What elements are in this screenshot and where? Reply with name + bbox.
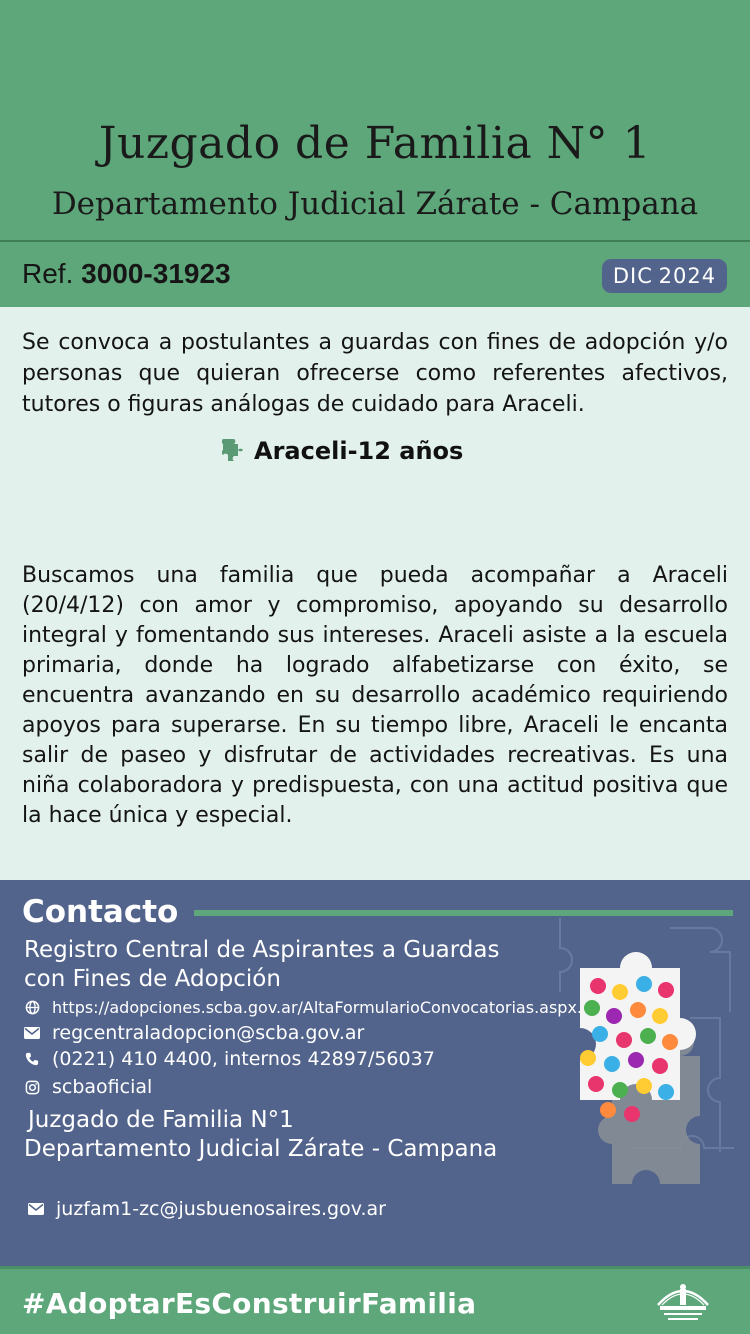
- envelope-icon: [24, 1025, 40, 1041]
- date-badge: [602, 259, 727, 293]
- court-subtitle: Departamento Judicial Zárate - Campana: [51, 186, 699, 222]
- child-name-line: [222, 437, 463, 465]
- globe-icon: [24, 1000, 40, 1016]
- court-email-link[interactable]: juzfam1-zc@jusbuenosaires.gov.ar: [56, 1198, 386, 1220]
- contact-divider: [194, 910, 733, 916]
- date-year: 2024: [658, 264, 717, 288]
- court-contact-line-1: Juzgado de Familia N°1: [28, 1107, 294, 1133]
- registry-line-2: con Fines de Adopción: [24, 966, 281, 992]
- footer: [0, 1266, 750, 1334]
- instagram-icon: [24, 1079, 40, 1095]
- puzzle-piece-icon: [222, 437, 244, 465]
- contact-title: Contacto: [22, 894, 179, 930]
- instagram-handle[interactable]: scbaoficial: [52, 1076, 153, 1098]
- header: [0, 0, 750, 240]
- description-paragraph: Buscamos una familia que pueda acompañar a Araceli (20/4/12) con amor y compromiso, apoyando su desarrollo integral y fomentando sus intereses. Araceli asiste a la escuela primaria, donde ha logrado alfabetizarse con éxito, se encuentra avanzando en su desarrollo académico requiriendo apoyos para superarse. En su tiempo libre, Araceli le encanta salir de paseo y disfrutar de actividades recreativas. Es una niña colaboradora y predispuesta, con una actitud positiva que la hace única y especial.: [22, 563, 728, 828]
- phone-icon: [24, 1051, 40, 1067]
- website-link[interactable]: https://adopciones.scba.gov.ar/AltaFormularioConvocatorias.aspx.: [52, 998, 583, 1017]
- envelope-icon: [28, 1201, 44, 1217]
- date-month: DIC: [612, 264, 653, 288]
- registry-name: [24, 936, 584, 994]
- child-name: Araceli-12 años: [254, 437, 464, 465]
- instagram-row[interactable]: [24, 1076, 152, 1098]
- phone-row[interactable]: [24, 1048, 435, 1070]
- reference: [22, 258, 231, 290]
- intro-paragraph: Se convoca a postulantes a guardas con fines de adopción y/o personas que quieran ofrecerse como referentes afectivos, tutores o figuras análogas de cuidado para Araceli.: [22, 330, 728, 417]
- court-logo-icon: [652, 1275, 714, 1329]
- main-content: [0, 307, 750, 880]
- registry-line-1: Registro Central de Aspirantes a Guardas: [24, 937, 500, 963]
- reference-prefix: Ref.: [22, 258, 74, 289]
- email-link[interactable]: regcentraladopcion@scba.gov.ar: [52, 1022, 365, 1044]
- phone-number[interactable]: (0221) 410 4400, internos 42897/56037: [52, 1048, 435, 1070]
- reference-bar: [0, 240, 750, 307]
- court-title: Juzgado de Familia N° 1: [98, 118, 652, 169]
- court-contact: [24, 1106, 497, 1164]
- email-row[interactable]: [24, 1022, 364, 1044]
- hashtag: #AdoptarEsConstruirFamilia: [22, 1287, 477, 1320]
- website-row[interactable]: [24, 998, 582, 1017]
- contact-section: [0, 880, 750, 1266]
- court-contact-line-2: Departamento Judicial Zárate - Campana: [24, 1136, 498, 1162]
- reference-number: 3000-31923: [81, 258, 231, 289]
- court-email-row[interactable]: [28, 1198, 386, 1220]
